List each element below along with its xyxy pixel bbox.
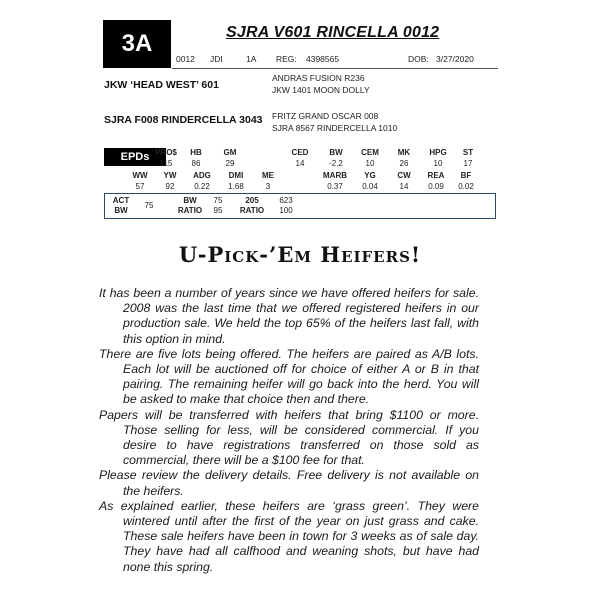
epd-header: CW [397,171,411,180]
lot-number: 3A [103,20,171,68]
animal-name: SJRA V601 RINCELLA 0012 [226,24,440,41]
bw-ratio-value: 95 [213,206,223,215]
sire-sire: ANDRAS FUSION R236 [272,73,365,83]
epd-value: 115 [159,159,173,168]
paragraph: Papers will be transferred with heifers that bring $1100 or more. Those selling for less, will be considered commercial. If you desire to have registrations transferred on those sold as commercial, there will be a $100 fee for that. [99,407,479,468]
dob-value: 3/27/2020 [436,54,474,64]
bw-value: 75 [213,196,223,205]
reg-number: 4398565 [306,54,340,64]
epd-value: 17 [463,159,473,168]
epd-value: 0.37 [327,182,343,191]
w-ratio-value: 100 [279,206,293,215]
epd-value: 14 [399,182,409,191]
breed-code: JDI [210,54,223,64]
dam-sire: FRITZ GRAND OSCAR 008 [272,111,379,121]
epd-header: CED [291,148,309,157]
epd-value: 0.02 [458,182,474,191]
epd-value: 0.09 [428,182,444,191]
tag-number: 0012 [176,54,195,64]
w205-value: 623 [279,196,293,205]
epd-value: 10 [365,159,375,168]
epd-header: ST [462,148,474,157]
epd-header: YW [163,171,177,180]
bw-ratio-label: RATIO [177,206,203,215]
page-title: U-Pick-’Em Heifers! [178,242,422,267]
epd-value: 14 [295,159,305,168]
lot-code: 1A [246,54,257,64]
sire-name: JKW ‘HEAD WEST’ 601 [104,79,219,91]
header-divider [172,68,498,69]
epd-header: YG [364,171,376,180]
paragraph: As explained earlier, these heifers are ‘grass green’. They were wintered until after the first of the year on just grass and cake. These sale heifers have been in town for 3 weeks as of sale day. They have had all calfhood and weaning shots, but have had none this spring. [99,498,479,574]
epd-header: WW [132,171,148,180]
epd-value: 1.68 [228,182,244,191]
epd-header: MARB [323,171,347,180]
act-bw-label: BW [114,206,128,215]
epd-value: 92 [165,182,175,191]
dob-label: DOB: [408,54,429,64]
dam-dam: SJRA 8567 RINDERCELLA 1010 [272,123,398,133]
epd-value: -2.2 [329,159,343,168]
w-ratio-label: RATIO [239,206,265,215]
body-text [99,286,479,575]
dam-name: SJRA F008 RINDERCELLA 3043 [104,114,263,126]
epd-header: BW [329,148,343,157]
epd-header: DMI [228,171,244,180]
reg-label: REG: [276,54,297,64]
epd-value: 29 [225,159,235,168]
bw-label: BW [183,196,197,205]
epd-value: 86 [191,159,201,168]
epd-value: 10 [433,159,443,168]
epd-value: 0.22 [194,182,210,191]
epds-label: EPDs [104,148,166,166]
epd-header: MK [397,148,411,157]
epd-header: ME [262,171,274,180]
epd-value: 57 [135,182,145,191]
epd-header: REA [427,171,445,180]
epd-header: PRO$ [155,148,177,157]
paragraph: Please review the delivery details. Free delivery is not available on the heifers. [99,468,479,498]
act-label: ACT [112,196,130,205]
epd-header: HB [190,148,202,157]
paragraph: It has been a number of years since we have offered heifers for sale. 2008 was the last time that we offered registered heifers in our production sale. We held the top 65% of the heifers last fall, with this option in mind. [99,286,479,346]
act-bw-value: 75 [144,201,154,210]
epd-header: HPG [429,148,447,157]
epd-header: BF [460,171,472,180]
epd-header: CEM [361,148,379,157]
epd-value: 3 [265,182,271,191]
epd-header: GM [223,148,237,157]
w205-label: 205 [245,196,259,205]
epd-value: 0.04 [362,182,378,191]
epd-header: ADG [193,171,211,180]
sire-dam: JKW 1401 MOON DOLLY [272,85,370,95]
paragraph: There are five lots being offered. The heifers are paired as A/B lots. Each lot will be auctioned off for choice of either A or B in that pairing. The remaining heifer will go back into the herd. You will be asked to make that choice then and there. [99,346,479,407]
epd-value: 26 [399,159,409,168]
